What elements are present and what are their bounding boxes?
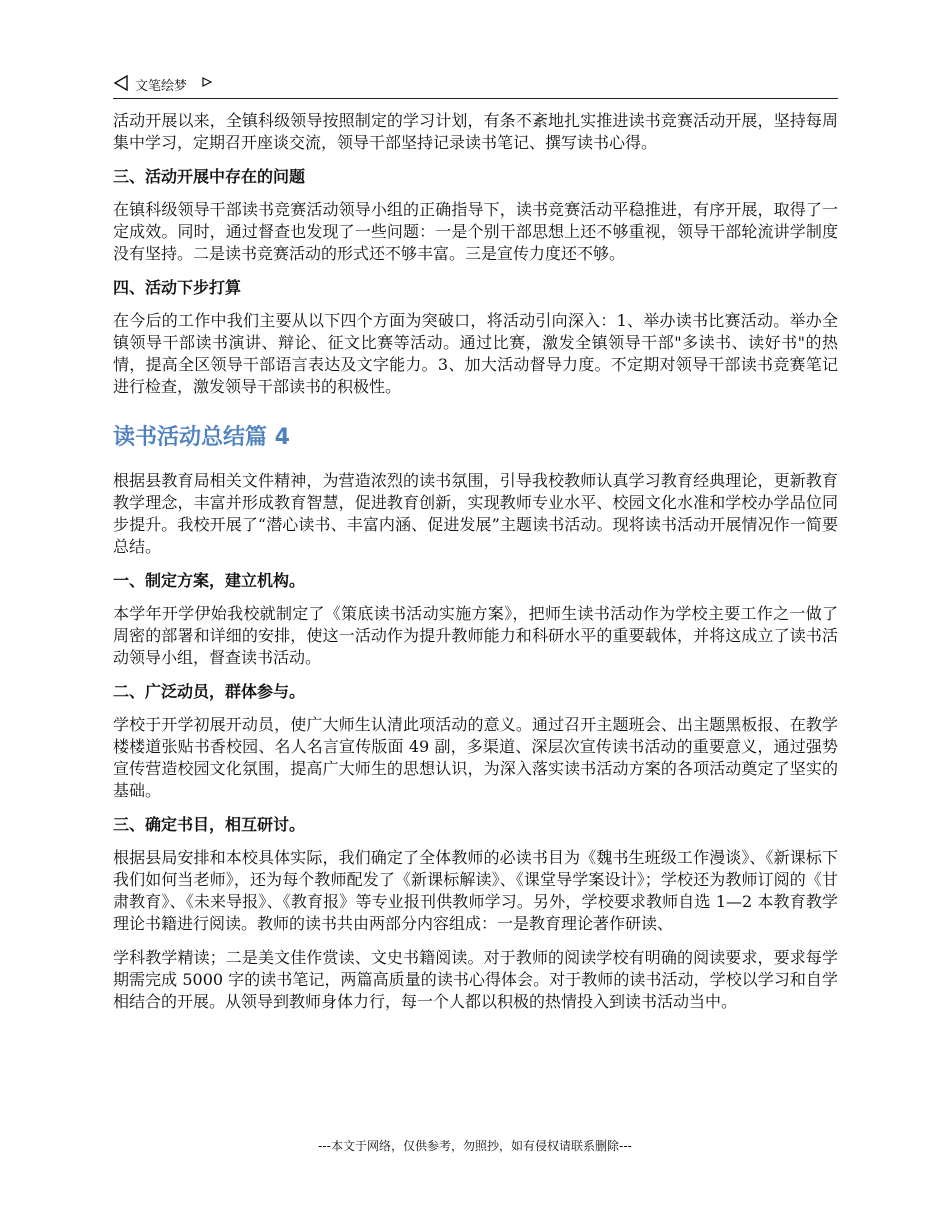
paragraph: 在镇科级领导干部读书竞赛活动领导小组的正确指导下，读书竞赛活动平稳推进，有序开展，取得了一定成效。同时，通过督查也发现了一些问题：一是个别干部思想上还不够重视，领导干部轮流讲学制度没有坚持。二是读书竞赛活动的形式还不够丰富。三是宣传力度还不够。 [113,200,838,263]
paragraph: 活动开展以来，全镇科级领导按照制定的学习计划，有条不紊地扎实推进读书竞赛活动开展，坚持每周集中学习，定期召开座谈交流，领导干部坚持记录读书笔记、撰写读书心得。 [113,111,838,152]
document-body [113,110,838,1025]
paragraph: 在今后的工作中我们主要从以下四个方面为突破口，将活动引向深入：1、举办读书比赛活动。举办全镇领导干部读书演讲、辩论、征文比赛等活动。通过比赛，激发全镇领导干部"多读书、读好书"的热情，提高全区领导干部语言表达及文字能力。3、加大活动督导力度。不定期对领导干部读书竞赛笔记进行检查，激发领导干部读书的积极性。 [113,311,838,396]
section-heading: 三、活动开展中存在的问题 [113,167,306,186]
page-footer-note: ---本文于网络，仅供参考，勿照抄，如有侵权请联系删除--- [318,1139,632,1153]
header-brand: 文笔绘梦 [135,79,188,94]
section-heading: 一、制定方案，建立机构。 [113,571,306,590]
paragraph: 学校于开学初展开动员，使广大师生认清此项活动的意义。通过召开主题班会、出主题黑板报、在教学楼楼道张贴书香校园、名人名言宣传版面 49 副，多渠道、深层次宣传读书活动的重要意义，通过强势宣传营造校园文化氛围，提高广大师生的思想认识，为深入落实读书活动方案的各项活动奠定了坚实的基础。 [113,715,838,800]
paragraph: 本学年开学伊始我校就制定了《策底读书活动实施方案》，把师生读书活动作为学校主要工作之一做了周密的部署和详细的安排，使这一活动作为提升教师能力和科研水平的重要载体，并将这成立了读书活动领导小组，督查读书活动。 [113,604,838,667]
triangle-right-icon [202,77,212,87]
paragraph: 根据县局安排和本校具体实际，我们确定了全体教师的必读书目为《魏书生班级工作漫谈》、《新课标下我们如何当老师》，还为每个教师配发了《新课标解读》、《课堂导学案设计》；学校还为教师订阅的《甘肃教育》、《未来导报》、《教育报》等专业报刊供教师学习。另外，学校要求教师自选 1—2 本教育教学理论书籍进行阅读。教师的读书共由两部分内容组成：一是教育理论著作研读、 [113,848,838,933]
section-heading: 四、活动下步打算 [113,278,242,297]
paragraph: 学科教学精读；二是美文佳作赏读、文史书籍阅读。对于教师的阅读学校有明确的阅读要求，要求每学期需完成 5000 字的读书笔记，两篇高质量的读书心得体会。对于教师的读书活动，学校以学习和自学相结合的开展。从领导到教师身体力行，每一个人都以积极的热情投入到读书活动当中。 [113,948,838,1011]
page-header [113,70,838,99]
article-title: 读书活动总结篇 4 [113,425,290,450]
section-heading: 二、广泛动员，群体参与。 [113,682,306,701]
section-heading: 三、确定书目，相互研讨。 [113,815,306,834]
triangle-left-icon [113,75,129,91]
paragraph: 根据县教育局相关文件精神，为营造浓烈的读书氛围，引导我校教师认真学习教育经典理论，更新教育教学理念，丰富并形成教育智慧，促进教育创新，实现教师专业水平、校园文化水准和学校办学品位同步提升。我校开展了“潜心读书、丰富内涵、促进发展”主题读书活动。现将读书活动开展情况作一简要总结。 [113,471,838,556]
